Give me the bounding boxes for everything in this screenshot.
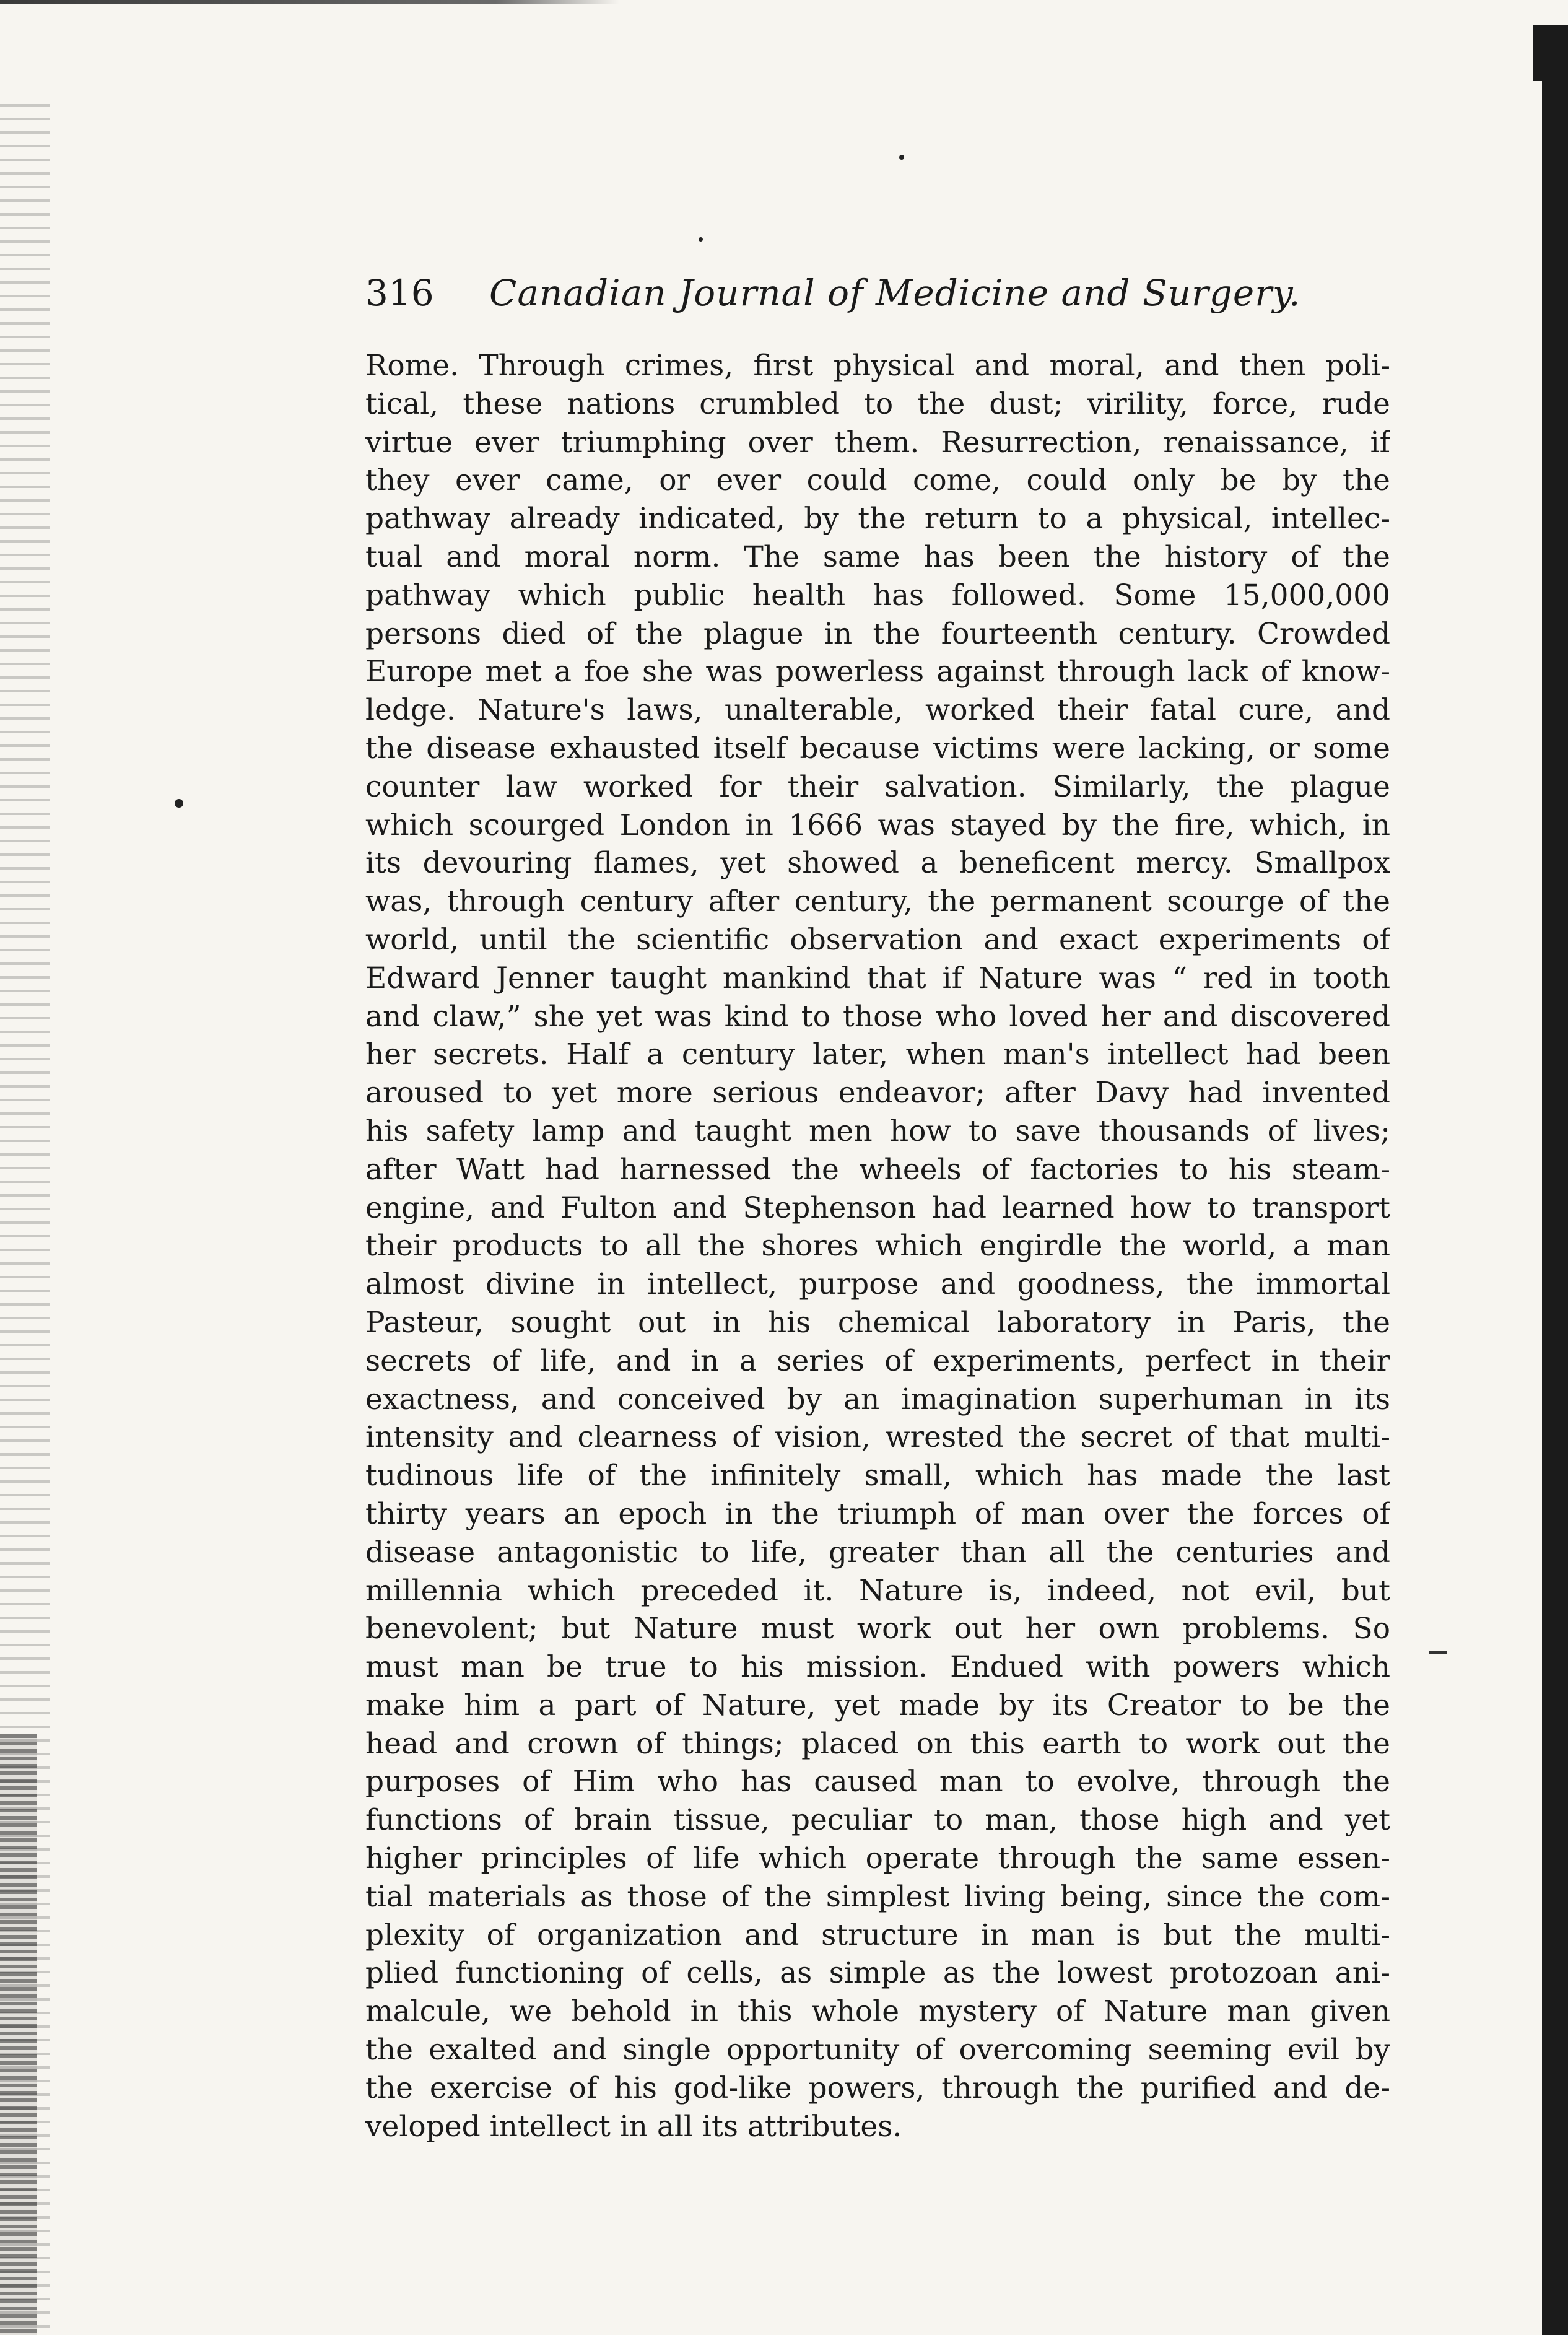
text-line: secrets of life, and in a series of experiments, perfect in their xyxy=(365,1343,1390,1378)
ink-speck xyxy=(699,237,703,242)
text-line: which scourged London in 1666 was stayed by the fire, which, in xyxy=(365,808,1390,842)
text-line: functions of brain tissue, peculiar to man, those high and yet xyxy=(365,1803,1390,1838)
text-line: millennia which preceded it. Nature is, indeed, not evil, but xyxy=(365,1573,1390,1608)
text-line: tial materials as those of the simplest living being, since the com- xyxy=(365,1879,1390,1914)
text-line: tudinous life of the infinitely small, which has made the last xyxy=(365,1459,1390,1493)
text-line: engine, and Fulton and Stephenson had learned how to transport xyxy=(365,1190,1390,1225)
text-line: higher principles of life which operate through the same essen- xyxy=(365,1841,1390,1876)
text-line: their products to all the shores which engirdle the world, a man xyxy=(365,1229,1390,1264)
right-page-edge-notch xyxy=(1533,25,1542,81)
ink-speck xyxy=(899,155,904,160)
text-line: and claw,” she yet was kind to those who loved her and discovered xyxy=(365,999,1390,1034)
text-line: tual and moral norm. The same has been the history of the xyxy=(365,539,1390,574)
text-line: Pasteur, sought out in his chemical laboratory in Paris, the xyxy=(365,1305,1390,1340)
text-line: after Watt had harnessed the wheels of factories to his steam- xyxy=(365,1152,1390,1187)
text-line: intensity and clearness of vision, wrested the secret of that multi- xyxy=(365,1420,1390,1455)
text-line: her secrets. Half a century later, when man's intellect had been xyxy=(365,1037,1390,1072)
text-line: malcule, we behold in this whole mystery of Nature man given xyxy=(365,1994,1390,2029)
text-line: must man be true to his mission. Endued with powers which xyxy=(365,1650,1390,1685)
text-line: the disease exhausted itself because victims were lacking, or some xyxy=(365,731,1390,766)
margin-mark xyxy=(1429,1651,1447,1654)
text-line: almost divine in intellect, purpose and goodness, the immortal xyxy=(365,1267,1390,1302)
scan-top-edge xyxy=(0,0,619,4)
body-text xyxy=(365,347,1390,2145)
text-line: ledge. Nature's laws, unalterable, worked their fatal cure, and xyxy=(365,693,1390,728)
text-line: the exercise of his god-like powers, through the purified and de- xyxy=(365,2071,1390,2105)
text-line: Edward Jenner taught mankind that if Nature was “ red in tooth xyxy=(365,961,1390,995)
text-line: its devouring flames, yet showed a beneficent mercy. Smallpox xyxy=(365,846,1390,881)
text-line: persons died of the plague in the fourteenth century. Crowded xyxy=(365,616,1390,651)
text-line: virtue ever triumphing over them. Resurrection, renaissance, if xyxy=(365,425,1390,460)
text-line: counter law worked for their salvation. Similarly, the plague xyxy=(365,769,1390,804)
text-line: pathway already indicated, by the return to a physical, intellec- xyxy=(365,502,1390,536)
running-title: Canadian Journal of Medicine and Surgery. xyxy=(489,272,1301,314)
text-line: Rome. Through crimes, first physical and moral, and then poli- xyxy=(365,349,1390,383)
text-line: plied functioning of cells, as simple as the lowest protozoan ani- xyxy=(365,1956,1390,1991)
text-line: head and crown of things; placed on this earth to work out the xyxy=(365,1726,1390,1761)
text-line: tical, these nations crumbled to the dust; virility, force, rude xyxy=(365,386,1390,421)
running-header xyxy=(365,259,1387,327)
text-line: Europe met a foe she was powerless against through lack of know- xyxy=(365,655,1390,689)
text-line: they ever came, or ever could come, could only be by the xyxy=(365,463,1390,498)
text-line: thirty years an epoch in the triumph of man over the forces of xyxy=(365,1496,1390,1531)
text-line: aroused to yet more serious endeavor; after Davy had invented xyxy=(365,1076,1390,1111)
text-line: the exalted and single opportunity of overcoming seeming evil by xyxy=(365,2033,1390,2067)
right-page-edge xyxy=(1542,25,1568,2335)
ink-speck xyxy=(175,799,183,808)
text-line: pathway which public health has followed. Some 15,000,000 xyxy=(365,578,1390,613)
text-line: plexity of organization and structure in man is but the multi- xyxy=(365,1918,1390,1952)
text-line: benevolent; but Nature must work out her own problems. So xyxy=(365,1612,1390,1646)
text-line: make him a part of Nature, yet made by its Creator to be the xyxy=(365,1688,1390,1722)
text-line: his safety lamp and taught men how to save thousands of lives; xyxy=(365,1114,1390,1148)
text-line: purposes of Him who has caused man to evolve, through the xyxy=(365,1765,1390,1799)
text-line: exactness, and conceived by an imagination superhuman in its xyxy=(365,1382,1390,1416)
page-number: 316 xyxy=(365,272,434,314)
text-line: disease antagonistic to life, greater than all the centuries and xyxy=(365,1535,1390,1569)
text-line: world, until the scientific observation and exact experiments of xyxy=(365,922,1390,957)
text-line: was, through century after century, the permanent scourge of the xyxy=(365,884,1390,919)
text-line: veloped intellect in all its attributes. xyxy=(365,2109,902,2144)
binding-edge-dense-shadow xyxy=(0,1734,37,2335)
